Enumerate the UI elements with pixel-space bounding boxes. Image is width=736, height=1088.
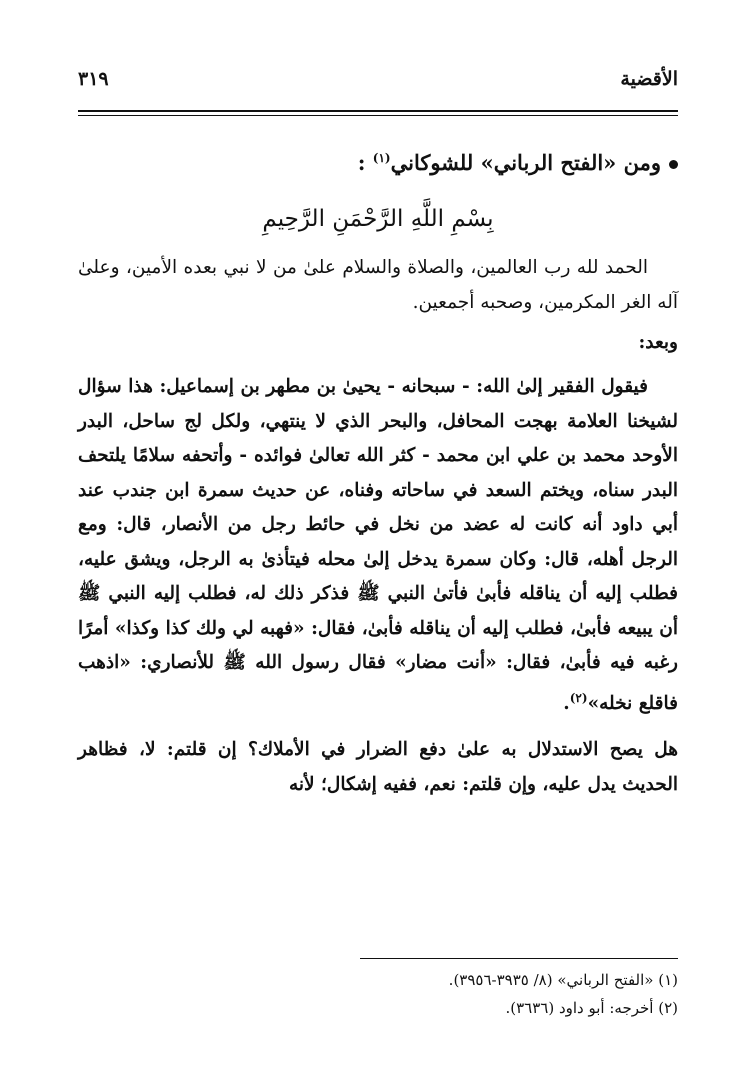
basmala: بِسْمِ اللَّهِ الرَّحْمَنِ الرَّحِيمِ — [262, 206, 494, 232]
page-header — [78, 68, 678, 100]
issue-paragraph: هل يصح الاستدلال به علىٰ دفع الضرار في الأملاك؟ إن قلتم: لا، فظاهر الحديث يدل عليه، وإن قلتم: نعم، ففيه إشكال؛ لأنه — [78, 739, 678, 795]
header-rule-thick — [78, 110, 678, 112]
question-end: . — [563, 692, 570, 714]
running-title: الأقضية — [620, 68, 678, 90]
footnote-1: (١) «الفتح الرباني» (٨/ ٣٩٣٥-٣٩٥٦). — [448, 971, 678, 989]
footnote-ref-2: (٢) — [569, 690, 588, 705]
source-text: ومن «الفتح الرباني» للشوكاني — [390, 150, 661, 175]
page-number: ٣١٩ — [78, 68, 109, 90]
source-colon: : — [357, 150, 366, 175]
footnotes — [78, 966, 678, 1022]
footnote-ref-1: (١) — [372, 151, 391, 165]
footnote-2: (٢) أخرجه: أبو داود (٣٦٣٦). — [505, 999, 678, 1017]
page — [78, 68, 678, 802]
hamd-paragraph: الحمد لله رب العالمين، والصلاة والسلام علىٰ من لا نبي بعده الأمين، وعلىٰ آله الغر المكرمين، وصحبه أجمعين. — [78, 257, 678, 313]
paragraph-gap — [78, 721, 678, 733]
header-rule-thin — [78, 115, 678, 116]
bullet-icon — [669, 160, 678, 169]
question-text: فيقول الفقير إلىٰ الله: - سبحانه - يحيىٰ بن مطهر بن إسماعيل: هذا سؤال لشيخنا العلامة بهجت المحافل، والبحر الذي لا ينتهي، ولكل لج ساحل، البدر الأوحد محمد بن علي ابن محمد - كثر الله تعالىٰ فوائده - وأتحفه سلامًا يلتحف البدر سناه، ويختم السعد في ساحاته وفناه، عن حديث سمرة ابن جندب عند أبي داود أنه كانت له عضد من نخل في حائط رجل من الأنصار، قال: ومع الرجل أهله، قال: وكان سمرة يدخل إلىٰ محله فيتأذىٰ به الرجل، ويشق عليه، فطلب إليه أن يناقله فأبىٰ فأتىٰ النبي ﷺ فذكر ذلك له، فطلب إليه النبي ﷺ أن يبيعه فأبىٰ، فطلب إليه أن يناقله فأبىٰ، فقال: «فهبه لي ولك كذا وكذا» أمرًا رغبه فيه فأبىٰ، فقال: «أنت مضار» فقال رسول الله ﷺ للأنصاري: «اذهب فاقلع نخله» — [78, 376, 678, 714]
question-paragraph — [78, 370, 678, 721]
source-line — [78, 138, 678, 183]
footnote-rule — [360, 958, 678, 959]
ba3d-heading: وبعد: — [638, 332, 678, 353]
